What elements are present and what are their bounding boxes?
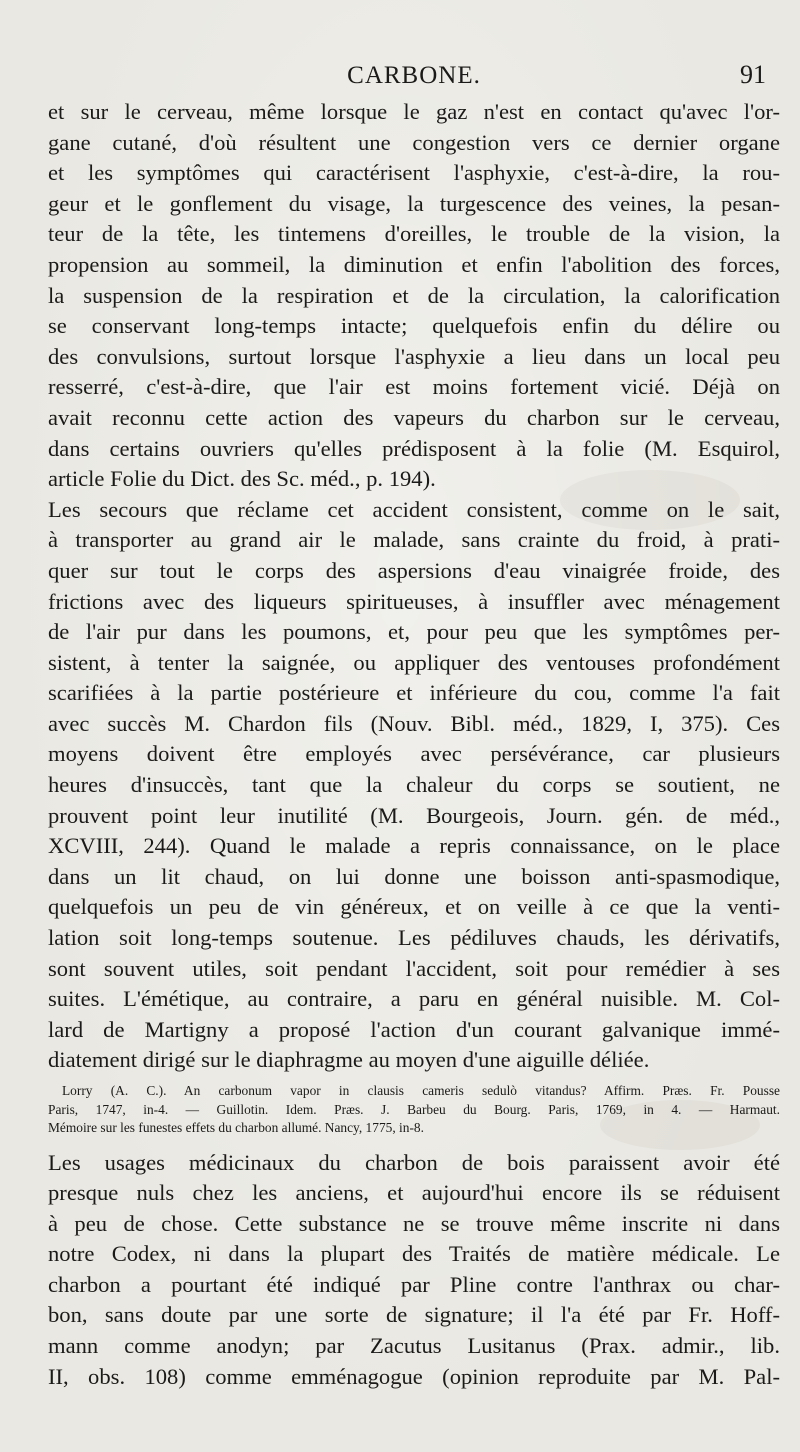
text-line: frictions avec des liqueurs spiritueuses, à insuffler avec ménagement [48, 588, 780, 614]
reference-line: Lorry (A. C.). An carbonum vapor in clausis cameris sedulò vitandus? Affirm. Præs. Fr. Pousse [62, 1083, 780, 1098]
text-line: suites. L'émétique, au contraire, a paru en général nuisible. M. Col- [48, 986, 780, 1012]
text-line: lard de Martigny a proposé l'action d'un courant galvanique immé- [48, 1016, 780, 1042]
text-line: article Folie du Dict. des Sc. méd., p. 194). [48, 466, 436, 492]
text-line: et sur le cerveau, même lorsque le gaz n'est en contact qu'avec l'or- [48, 99, 780, 124]
text-line: XCVIII, 244). Quand le malade a repris connaissance, on le place [48, 833, 780, 859]
text-line: avec succès M. Chardon fils (Nouv. Bibl. méd., 1829, I, 375). Ces [48, 710, 780, 736]
text-line: propension au sommeil, la diminution et enfin l'abolition des forces, [48, 251, 780, 277]
text-line: II, obs. 108) comme emménagogue (opinion reproduite par M. Pal- [48, 1363, 780, 1389]
running-head: CARBONE. [347, 62, 481, 89]
text-line: prouvent point leur inutilité (M. Bourgeois, Journ. gén. de méd., [48, 802, 780, 828]
text-line: et les symptômes qui caractérisent l'asphyxie, c'est-à-dire, la rou- [48, 160, 780, 186]
text-line: gane cutané, d'où résultent une congestion vers ce dernier organe [48, 129, 780, 155]
text-line: diatement dirigé sur le diaphragme au moyen d'une aiguille déliée. [48, 1047, 650, 1073]
text-line: notre Codex, ni dans la plupart des Traités de matière médicale. Le [48, 1241, 780, 1267]
text-line: se conservant long-temps intacte; quelquefois enfin du délire ou [48, 313, 780, 339]
text-line: mann comme anodyn; par Zacutus Lusitanus (Prax. admir., lib. [48, 1333, 780, 1359]
body-text [48, 97, 780, 1392]
text-line: de l'air pur dans les poumons, et, pour peu que les symptômes per- [48, 619, 780, 645]
bibliography-references [48, 1082, 780, 1138]
text-line: charbon a pourtant été indiqué par Pline contre l'anthrax ou char- [48, 1271, 780, 1297]
reference-line: Paris, 1747, in-4. — Guillotin. Idem. Præs. J. Barbeu du Bourg. Paris, 1769, in 4. — Harmaut. [48, 1101, 780, 1117]
text-line: resserré, c'est-à-dire, que l'air est moins fortement vicié. Déjà on [48, 374, 780, 400]
text-line: heures d'insuccès, tant que la chaleur du corps se soutient, ne [48, 772, 780, 798]
text-line: avait reconnu cette action des vapeurs du charbon sur le cerveau, [48, 404, 780, 430]
text-line: bon, sans doute par une sorte de signature; il l'a été par Fr. Hoff- [48, 1302, 780, 1328]
text-line: presque nuls chez les anciens, et aujourd'hui encore ils se réduisent [48, 1180, 780, 1206]
paragraph-asphyxia-symptoms [48, 97, 780, 495]
text-line: lation soit long-temps soutenue. Les pédiluves chauds, les dérivatifs, [48, 925, 780, 951]
paragraph-treatment [48, 495, 780, 1076]
text-line: à transporter au grand air le malade, sans crainte du froid, à prati- [48, 527, 780, 553]
page-header [48, 60, 780, 96]
paragraph-medicinal-uses [48, 1148, 780, 1393]
text-line: teur de la tête, les tintemens d'oreilles, le trouble de la vision, la [48, 221, 780, 247]
text-line: sont souvent utiles, soit pendant l'accident, soit pour remédier à ses [48, 955, 780, 981]
text-line: à peu de chose. Cette substance ne se trouve même inscrite ni dans [48, 1210, 780, 1236]
text-line: Les secours que réclame cet accident consistent, comme on le sait, [48, 496, 780, 522]
text-line: dans un lit chaud, on lui donne une boisson anti-spasmodique, [48, 863, 780, 889]
page-number: 91 [740, 60, 766, 89]
text-line: moyens doivent être employés avec persévérance, car plusieurs [48, 741, 780, 767]
text-line: quer sur tout le corps des aspersions d'eau vinaigrée froide, des [48, 557, 780, 583]
text-line: quelquefois un peu de vin généreux, et on veille à ce que la venti- [48, 894, 780, 920]
reference-line: Mémoire sur les funestes effets du charbon allumé. Nancy, 1775, in-8. [48, 1120, 424, 1135]
text-line: Les usages médicinaux du charbon de bois paraissent avoir été [48, 1149, 780, 1175]
text-line: la suspension de la respiration et de la circulation, la calorification [48, 282, 780, 308]
text-line: geur et le gonflement du visage, la turgescence des veines, la pesan- [48, 190, 780, 216]
text-line: sistent, à tenter la saignée, ou appliquer des ventouses profondément [48, 649, 780, 675]
text-line: dans certains ouvriers qu'elles prédisposent à la folie (M. Esquirol, [48, 435, 780, 461]
text-line: scarifiées à la partie postérieure et inférieure du cou, comme l'a fait [48, 680, 780, 706]
text-line: des convulsions, surtout lorsque l'asphyxie a lieu dans un local peu [48, 343, 780, 369]
